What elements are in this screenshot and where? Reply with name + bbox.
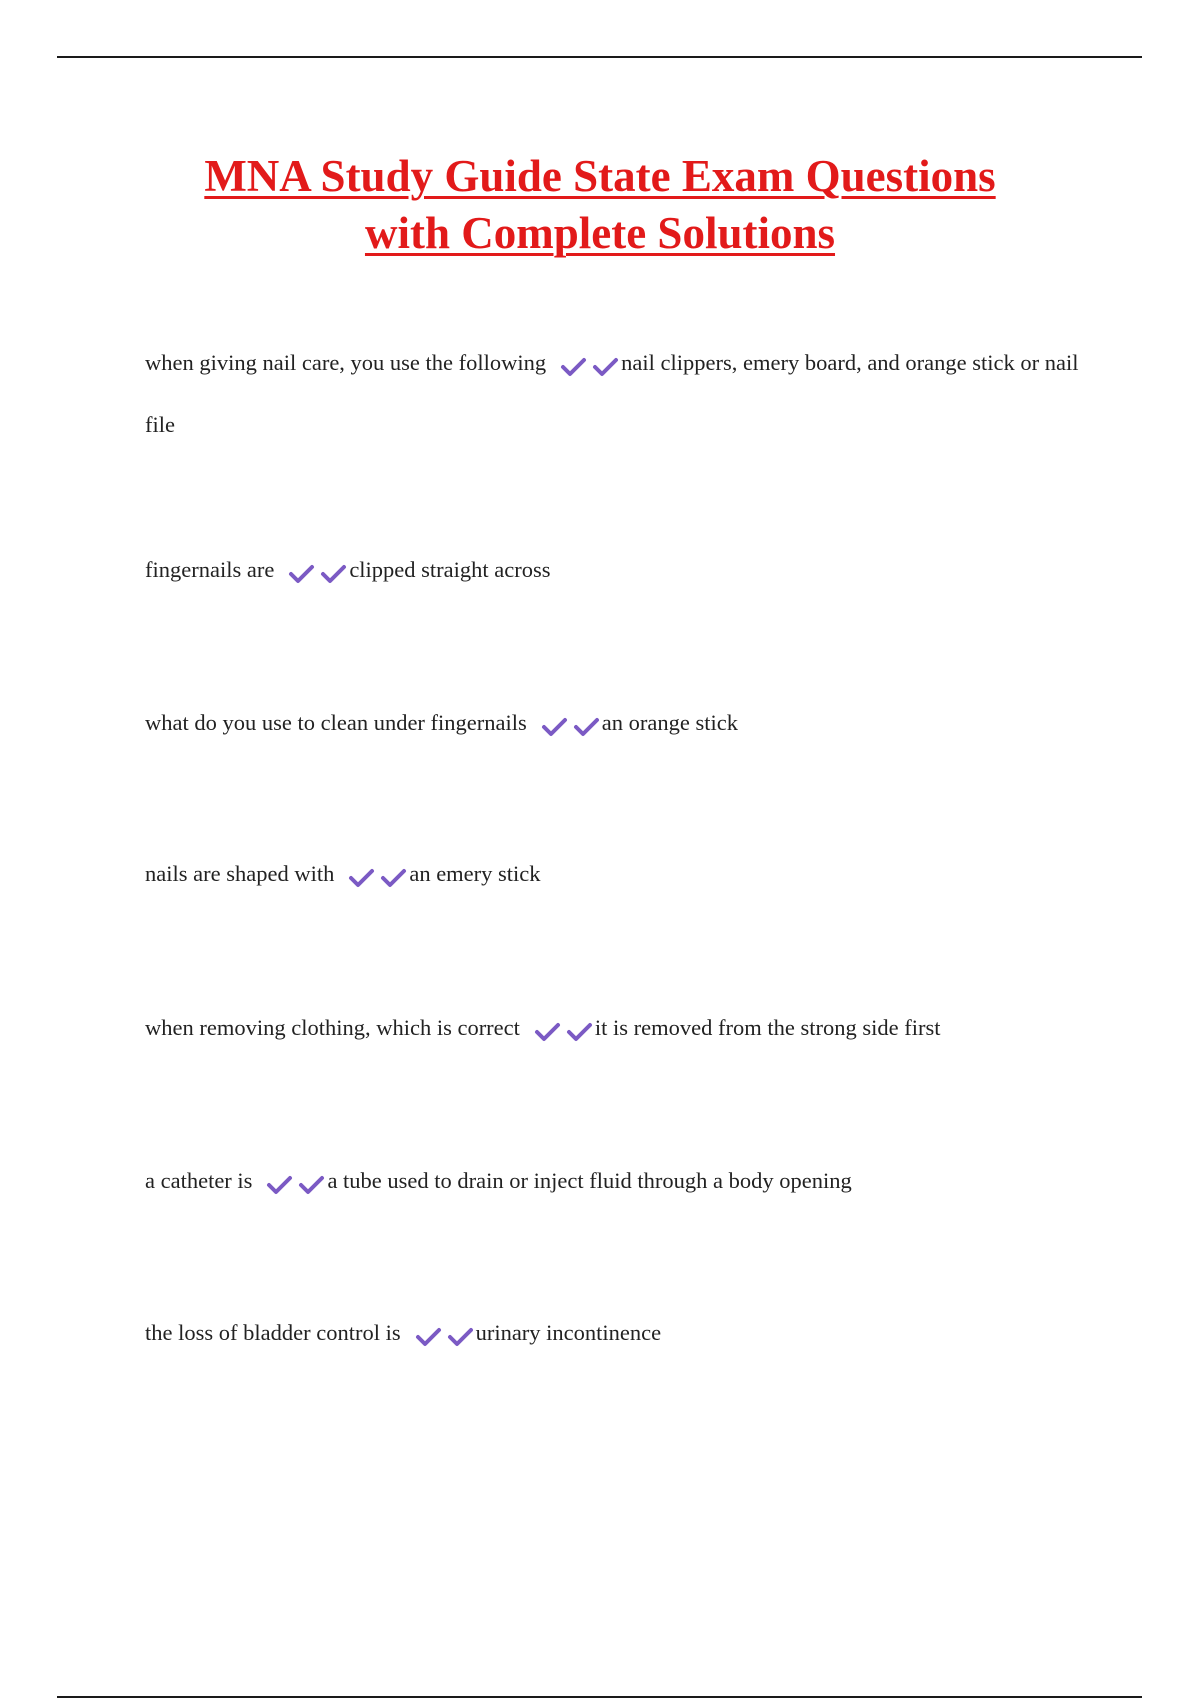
double-checkmark-icon (560, 335, 619, 395)
double-checkmark-icon (348, 846, 407, 906)
title-line-2: with Complete Solutions (364, 208, 836, 258)
double-checkmark-icon (534, 1000, 593, 1060)
bottom-divider (57, 1696, 1142, 1698)
double-checkmark-icon (288, 542, 347, 602)
answer-text: an orange stick (601, 710, 738, 735)
top-divider (57, 56, 1142, 58)
qa-item-4 (145, 844, 1090, 906)
double-checkmark-icon (541, 695, 600, 755)
question-text: when removing clothing, which is correct (145, 1015, 520, 1040)
question-text: what do you use to clean under fingernails (145, 710, 527, 735)
question-text: the loss of bladder control is (145, 1320, 401, 1345)
answer-text: nail clippers, emery board, and orange stick or nail file (145, 350, 1079, 437)
qa-item-2 (145, 540, 1090, 602)
qa-item-1 (145, 333, 1090, 455)
answer-text: it is removed from the strong side first (594, 1015, 941, 1040)
double-checkmark-icon (266, 1153, 325, 1213)
question-text: when giving nail care, you use the following (145, 350, 547, 375)
answer-text: an emery stick (409, 861, 541, 886)
question-text: fingernails are (145, 557, 275, 582)
question-text: a catheter is (145, 1168, 253, 1193)
qa-item-6 (145, 1151, 1090, 1213)
answer-text: a tube used to drain or inject fluid through a body opening (327, 1168, 852, 1193)
answer-text: clipped straight across (349, 557, 551, 582)
title-line-1: MNA Study Guide State Exam Questions (204, 151, 996, 201)
document-title (100, 148, 1100, 262)
qa-item-3 (145, 693, 1090, 755)
double-checkmark-icon (415, 1305, 474, 1365)
qa-item-5 (145, 998, 1090, 1060)
answer-text: urinary incontinence (475, 1320, 662, 1345)
question-text: nails are shaped with (145, 861, 335, 886)
qa-item-7 (145, 1303, 1090, 1365)
